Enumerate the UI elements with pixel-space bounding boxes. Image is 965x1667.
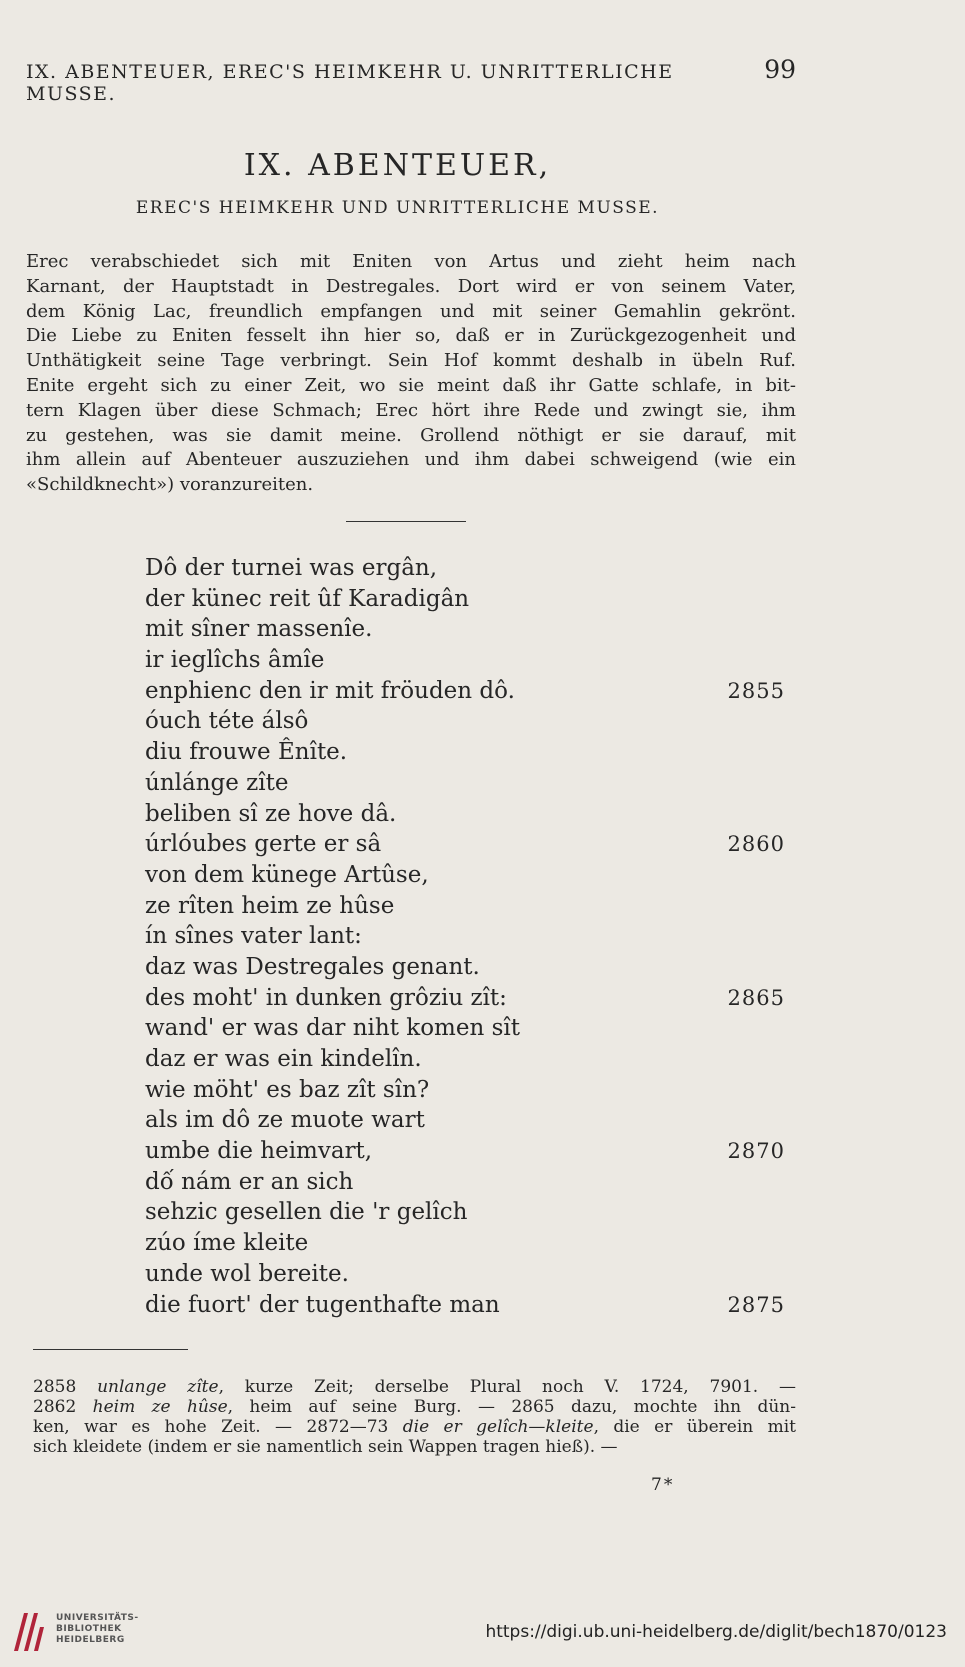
running-head-text: IX. ABENTEUER, EREC'S HEIMKEHR U. UNRITTERLICHE MUSSE. bbox=[26, 61, 674, 105]
footnote-text: sich kleidete (indem er sie namentlich sein Wappen tragen hieß). — bbox=[33, 1437, 618, 1457]
verse-line bbox=[145, 584, 785, 615]
verse-line bbox=[145, 1197, 785, 1228]
verse-text: únlánge zîte bbox=[145, 769, 289, 796]
verse-text: ze rîten heim ze hûse bbox=[145, 892, 395, 919]
verse-line bbox=[145, 676, 785, 707]
verse-line bbox=[145, 952, 785, 983]
summary-line: Unthätigkeit seine Tage verbringt. Sein Hof kommt deshalb in übeln Ruf. bbox=[26, 350, 796, 372]
verse-text: sehzic gesellen die 'r gelîch bbox=[145, 1199, 468, 1226]
verse-line bbox=[145, 706, 785, 737]
summary-line: dem König Lac, freundlich empfangen und mit seiner Gemahlin gekrönt. bbox=[26, 300, 796, 322]
verse-text: ir ieglîchs âmîe bbox=[145, 647, 325, 674]
logo-line: UNIVERSITÄTS- bbox=[56, 1613, 139, 1623]
summary-line: tern Klagen über diese Schmach; Erec hört ihre Rede und zwingt sie, ihm bbox=[26, 399, 796, 421]
verse-text: mit sîner massenîe. bbox=[145, 616, 373, 643]
footnote-text: ken, war es hohe Zeit. — 2872—73 bbox=[33, 1417, 403, 1437]
verse-text: daz er was ein kindelîn. bbox=[145, 1046, 422, 1072]
verse-text: des moht' in dunken grôziu zît: bbox=[145, 984, 507, 1011]
footnote-term: unlange zîte bbox=[97, 1377, 219, 1397]
verse-line bbox=[145, 891, 785, 922]
verse-text: die fuort' der tugenthafte man bbox=[145, 1291, 500, 1318]
verse-text: zúo íme kleite bbox=[145, 1230, 309, 1257]
footnote-number: 2858 bbox=[33, 1377, 77, 1397]
verse-text: daz was Destregales genant. bbox=[145, 953, 480, 980]
verse-text: enphienc den ir mit fröuden dô. bbox=[145, 677, 515, 704]
footnote-line bbox=[33, 1417, 796, 1437]
source-url-link[interactable]: https://digi.ub.uni-heidelberg.de/diglit/bech1870/0123 bbox=[485, 1622, 947, 1642]
verse-line bbox=[145, 1075, 785, 1106]
summary-line: ihm allein auf Abenteuer auszuziehen und ihm dabei schweigend (wie ein bbox=[26, 449, 796, 471]
footnote-text: , die er überein mit bbox=[593, 1417, 796, 1437]
library-logo-text bbox=[56, 1613, 139, 1646]
page-number: 99 bbox=[764, 55, 796, 84]
chapter-title: IX. ABENTEUER, bbox=[243, 148, 552, 183]
footnotes bbox=[33, 1377, 796, 1457]
library-logo-icon bbox=[10, 1607, 46, 1655]
verse-line bbox=[145, 829, 785, 860]
digitization-footer bbox=[0, 1588, 965, 1667]
verse-line bbox=[145, 737, 785, 768]
verse-line bbox=[145, 1259, 785, 1290]
footnote-text: , kurze Zeit; derselbe Plural noch V. 1724, 7901. — bbox=[218, 1377, 796, 1397]
verse-text: beliben sî ze hove dâ. bbox=[145, 800, 397, 827]
verse-line bbox=[145, 1290, 785, 1321]
verse-text: úrlóubes gerte er sâ bbox=[145, 831, 382, 858]
summary-line: Karnant, der Hauptstadt in Destregales. Dort wird er von seinem Vater, bbox=[26, 275, 796, 297]
verse-line bbox=[145, 645, 785, 676]
footnote-divider bbox=[33, 1349, 188, 1350]
verse-text: Dô der turnei was ergân, bbox=[145, 555, 438, 581]
verse-text: ín sînes vater lant: bbox=[145, 923, 362, 950]
footnote-line bbox=[33, 1397, 796, 1417]
verse-line bbox=[145, 1013, 785, 1044]
verse-block bbox=[145, 553, 785, 1320]
summary-line: «Schildknecht») voranzureiten. bbox=[26, 474, 314, 496]
verse-text: wand' er was dar niht komen sît bbox=[145, 1015, 521, 1042]
line-number: 2860 bbox=[727, 832, 785, 857]
line-number: 2870 bbox=[727, 1139, 785, 1164]
verse-line bbox=[145, 1105, 785, 1136]
chapter-subtitle: EREC'S HEIMKEHR UND UNRITTERLICHE MUSSE. bbox=[135, 198, 660, 218]
footnote-line bbox=[33, 1437, 796, 1457]
verse-line bbox=[145, 983, 785, 1014]
line-number: 2865 bbox=[727, 985, 785, 1010]
summary-line: Erec verabschiedet sich mit Eniten von Artus und zieht heim nach bbox=[26, 251, 796, 272]
verse-text: unde wol bereite. bbox=[145, 1260, 349, 1287]
verse-text: wie möht' es baz zît sîn? bbox=[145, 1076, 430, 1103]
verse-text: der künec reit ûf Karadigân bbox=[145, 585, 470, 612]
chapter-summary bbox=[26, 250, 796, 498]
summary-line: zu gestehen, was sie damit meine. Grollend nöthigt er sie darauf, mit bbox=[26, 424, 796, 446]
footnote-term: die er gelîch—kleite bbox=[402, 1417, 594, 1437]
verse-text: óuch téte álsô bbox=[145, 708, 309, 735]
logo-line: HEIDELBERG bbox=[56, 1635, 125, 1645]
footnote-number: 2862 bbox=[33, 1397, 77, 1417]
verse-line bbox=[145, 860, 785, 891]
verse-line bbox=[145, 768, 785, 799]
verse-line bbox=[145, 1167, 785, 1198]
verse-text: diu frouwe Ênîte. bbox=[145, 739, 348, 766]
verse-line bbox=[145, 614, 785, 645]
verse-line bbox=[145, 921, 785, 952]
verse-line bbox=[145, 1136, 785, 1167]
verse-line bbox=[145, 1044, 785, 1075]
summary-line: Enite ergeht sich zu einer Zeit, wo sie meint daß ihr Gatte schlafe, in bit- bbox=[26, 374, 796, 396]
signature-mark: 7* bbox=[651, 1475, 675, 1495]
verse-text: umbe die heimvart, bbox=[145, 1138, 373, 1165]
verse-line bbox=[145, 553, 785, 584]
footnote-term: heim ze hûse bbox=[92, 1397, 228, 1417]
verse-text: als im dô ze muote wart bbox=[145, 1107, 425, 1134]
logo-line: BIBLIOTHEK bbox=[56, 1624, 122, 1634]
summary-line: Die Liebe zu Eniten fesselt ihn hier so, daß er in Zurückgezogenheit und bbox=[26, 325, 796, 347]
verse-text: von dem künege Artûse, bbox=[145, 861, 429, 888]
running-head bbox=[26, 55, 796, 105]
section-divider bbox=[346, 521, 466, 522]
verse-text: dố nám er an sich bbox=[145, 1168, 354, 1195]
footnote-text: , heim auf seine Burg. — 2865 dazu, mochte ihn dün- bbox=[227, 1397, 796, 1417]
verse-line bbox=[145, 1228, 785, 1259]
line-number: 2855 bbox=[727, 678, 785, 703]
footnote-line bbox=[33, 1377, 796, 1397]
line-number: 2875 bbox=[727, 1292, 785, 1317]
verse-line bbox=[145, 799, 785, 830]
